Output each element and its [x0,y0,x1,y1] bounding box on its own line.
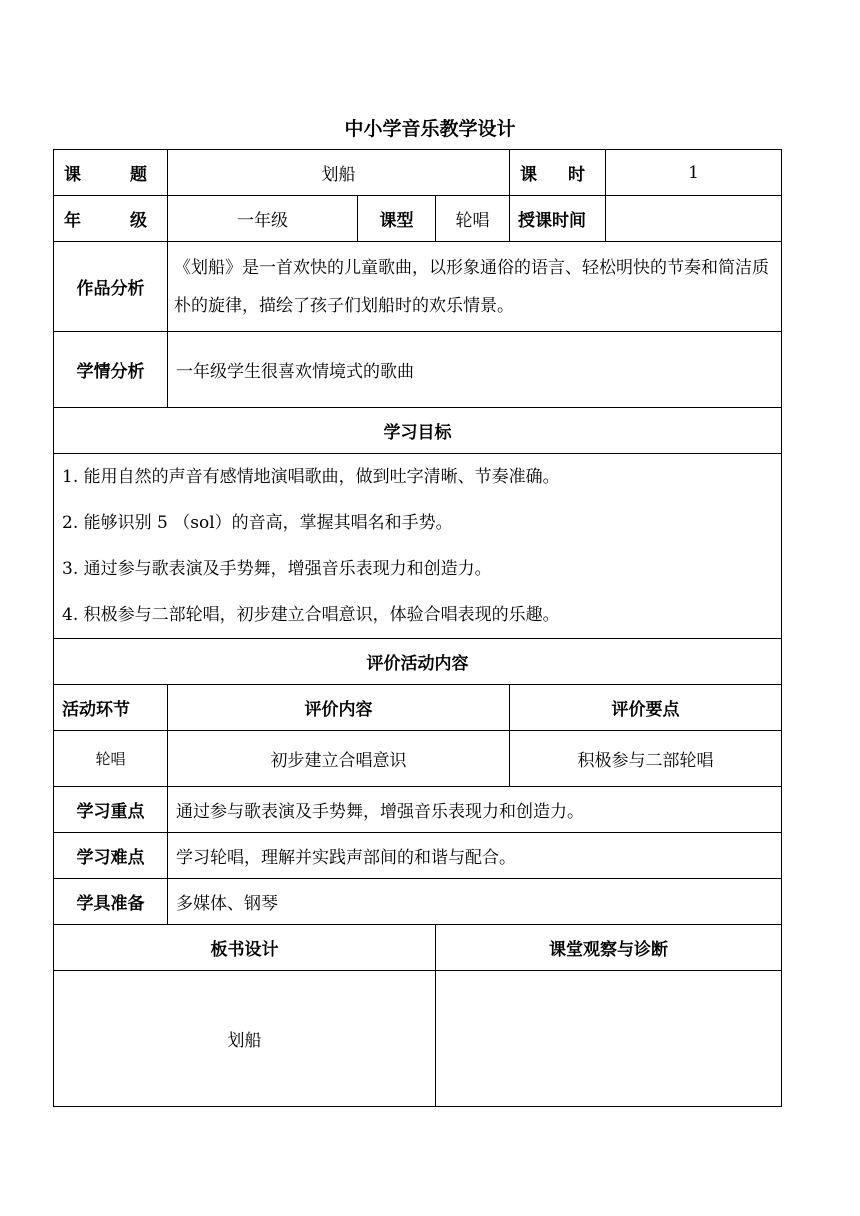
lesson-plan-table [53,149,782,1107]
evaluation-content: 初步建立合唱意识 [168,731,510,787]
board-content: 划船 [54,971,436,1107]
evaluation-columns-row [54,685,782,731]
grade-label: 年 级 [54,196,168,242]
evaluation-header-row [54,639,782,685]
work-analysis-text: 《划船》是一首欢快的儿童歌曲，以形象通俗的语言、轻松明快的节奏和简洁质朴的旋律，描绘了孩子们划船时的欢乐情景。 [168,242,782,332]
objective-item: 4. 积极参与二部轮唱，初步建立合唱意识，体验合唱表现的乐趣。 [62,605,560,625]
type-label: 课型 [358,196,436,242]
objective-item: 1. 能用自然的声音有感情地演唱歌曲，做到吐字清晰、节奏准确。 [62,467,560,487]
objectives-row [54,454,782,639]
time-label: 授课时间 [510,196,606,242]
topic-label: 课 题 [54,150,168,196]
info-row-topic [54,150,782,196]
observation-content [436,971,782,1107]
tools-text: 多媒体、钢琴 [168,879,782,925]
evaluation-header: 评价活动内容 [54,639,782,685]
type-value: 轮唱 [436,196,510,242]
difficulty-row [54,833,782,879]
col-content-header: 评价内容 [168,685,510,731]
student-analysis-text: 一年级学生很喜欢情境式的歌曲 [168,332,782,408]
difficulty-text: 学习轮唱，理解并实践声部间的和谐与配合。 [168,833,782,879]
hours-value: 1 [606,150,782,196]
objective-item: 2. 能够识别 5 （sol）的音高，掌握其唱名和手势。 [62,513,453,533]
observation-header: 课堂观察与诊断 [436,925,782,971]
tools-label: 学具准备 [54,879,168,925]
board-header-row [54,925,782,971]
board-content-row [54,971,782,1107]
topic-value: 划船 [168,150,510,196]
objectives-header: 学习目标 [54,408,782,454]
tools-row [54,879,782,925]
key-point-text: 通过参与歌表演及手势舞，增强音乐表现力和创造力。 [168,787,782,833]
info-row-grade [54,196,782,242]
col-stage-header: 活动环节 [54,685,168,731]
page-title: 中小学音乐教学设计 [344,118,516,140]
objectives-header-row [54,408,782,454]
objective-item: 3. 通过参与歌表演及手势舞，增强音乐表现力和创造力。 [62,559,492,579]
time-value [606,196,782,242]
evaluation-points: 积极参与二部轮唱 [510,731,782,787]
evaluation-stage: 轮唱 [54,731,168,787]
key-point-row [54,787,782,833]
evaluation-data-row [54,731,782,787]
grade-value: 一年级 [168,196,358,242]
key-point-label: 学习重点 [54,787,168,833]
student-analysis-label: 学情分析 [54,332,168,408]
student-analysis-row [54,332,782,408]
hours-label: 课 时 [510,150,606,196]
col-points-header: 评价要点 [510,685,782,731]
objectives-list [54,454,782,639]
work-analysis-label: 作品分析 [54,242,168,332]
work-analysis-row [54,242,782,332]
difficulty-label: 学习难点 [54,833,168,879]
board-header: 板书设计 [54,925,436,971]
